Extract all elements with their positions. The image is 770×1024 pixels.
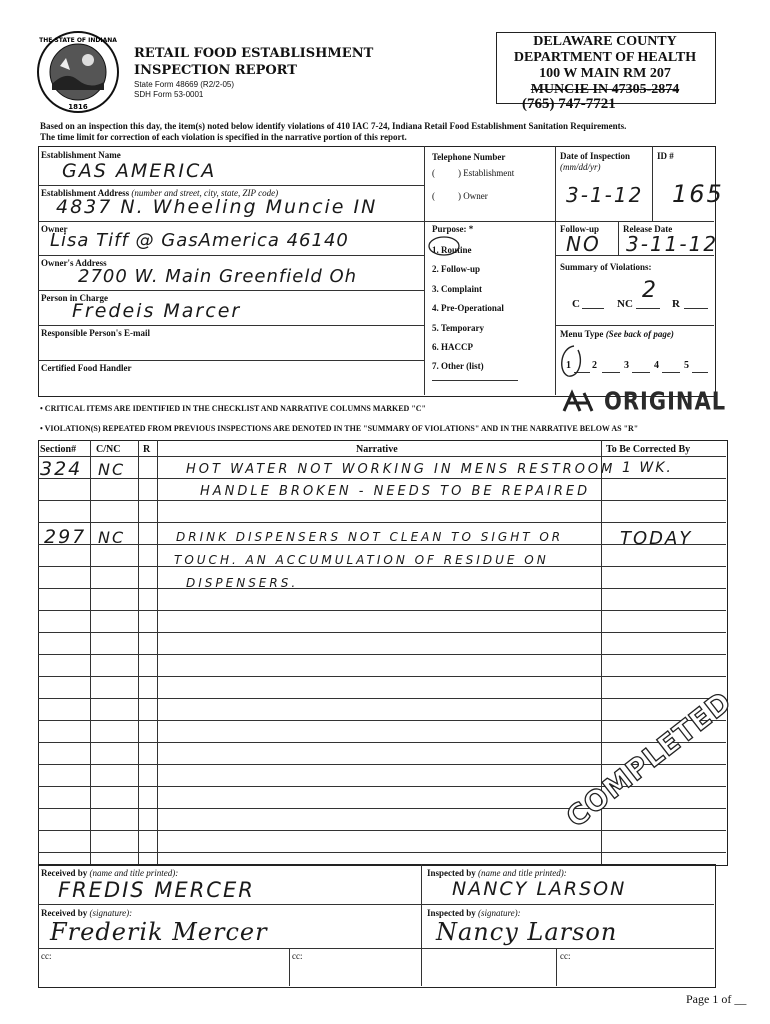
- label-received-by-name-text: Received by: [41, 868, 88, 878]
- label-owner: Owner: [41, 224, 68, 234]
- label-responsible-email: Responsible Person's E-mail: [41, 328, 151, 338]
- agency-line-3: 100 W MAIN RM 207: [539, 66, 671, 81]
- violation-2-corrected-by: TODAY: [620, 528, 693, 549]
- label-inspected-by-name-text: Inspected by: [427, 868, 476, 878]
- label-summary-of-violations: Summary of Violations:: [560, 262, 652, 272]
- table-rule: [38, 852, 726, 853]
- label-received-by-signature: [41, 908, 132, 918]
- label-inspected-by-name: [427, 868, 567, 878]
- table-rule: [38, 478, 726, 479]
- label-received-by-signature-hint: (signature):: [89, 908, 133, 918]
- table-rule: [38, 742, 726, 743]
- label-summary-c: C: [572, 298, 580, 310]
- label-cc-2: cc:: [292, 951, 303, 961]
- label-follow-up: Follow-up: [560, 224, 600, 234]
- original-stamp-mark: [560, 389, 596, 415]
- establishment-address-value: 4837 N. Wheeling Muncie IN: [56, 196, 378, 218]
- violation-2-line-1: DRINK DISPENSERS NOT CLEAN TO SIGHT OR: [176, 530, 564, 544]
- follow-up-value: NO: [566, 232, 601, 256]
- label-received-by-name: [41, 868, 178, 878]
- label-id: ID #: [657, 151, 674, 161]
- purpose-temporary: 5. Temporary: [432, 322, 485, 333]
- table-rule: [38, 610, 726, 611]
- state-form-number: State Form 48669 (R2/2-05): [134, 80, 235, 89]
- label-cc-3: cc:: [560, 951, 571, 961]
- seal-year: 1816: [68, 103, 88, 111]
- seal-top-text: THE STATE OF INDIANA: [39, 37, 117, 44]
- sdh-form-number: SDH Form 53-0001: [134, 90, 204, 99]
- agency-line-2: DEPARTMENT OF HEALTH: [513, 50, 697, 65]
- label-summary-nc: NC: [617, 298, 633, 310]
- table-rule: [38, 830, 726, 831]
- label-inspected-by-signature: [427, 908, 521, 918]
- purpose-haccp: 6. HACCP: [432, 342, 473, 353]
- page-number: Page 1 of __: [686, 992, 747, 1006]
- critical-items-note: • CRITICAL ITEMS ARE IDENTIFIED IN THE CHECKLIST AND NARRATIVE COLUMNS MARKED "C": [40, 404, 426, 413]
- form-title-line2: INSPECTION REPORT: [134, 63, 297, 78]
- violation-1-corrected-by: 1 WK.: [622, 460, 673, 476]
- label-certified-food-handler: Certified Food Handler: [41, 363, 132, 373]
- menu-type-4: 4: [654, 360, 659, 371]
- label-inspected-by-name-hint: (name and title printed):: [478, 868, 567, 878]
- nc-count-value: 2: [642, 278, 658, 303]
- label-release-date: Release Date: [623, 224, 673, 234]
- table-rule: [38, 676, 726, 677]
- label-establishment-name: Establishment Name: [41, 150, 121, 160]
- label-phone-owner: ) Owner: [458, 191, 488, 201]
- label-inspected-by-signature-hint: (signature):: [478, 908, 521, 918]
- label-menu-type-text: Menu Type: [560, 329, 604, 339]
- menu-type-selected-circle: [556, 342, 588, 380]
- repeat-violations-note: • VIOLATION(S) REPEATED FROM PREVIOUS INSPECTIONS ARE DENOTED IN THE "SUMMARY OF VIOLATIONS" AND IN THE NARRATIVE BELOW AS "R": [40, 424, 639, 433]
- owner-value: Lisa Tiff @ GasAmerica 46140: [50, 230, 349, 251]
- table-rule: [38, 522, 726, 523]
- original-stamp: [560, 385, 727, 419]
- purpose-list: [432, 241, 504, 377]
- purpose-complaint: 3. Complaint: [432, 283, 483, 294]
- agency-line-1: DELAWARE COUNTY: [533, 34, 677, 49]
- purpose-pre-operational: 4. Pre-Operational: [432, 303, 504, 314]
- state-seal-image: [36, 30, 120, 114]
- col-header-r: R: [143, 444, 151, 455]
- agency-address-block: [500, 34, 710, 98]
- agency-phone: (765) 747-7721: [522, 96, 616, 112]
- label-owners-address: Owner's Address: [41, 258, 107, 268]
- person-in-charge-value: Fredeis Marcer: [72, 300, 242, 322]
- purpose-follow-up: 2. Follow-up: [432, 264, 481, 275]
- label-date-of-inspection: Date of Inspection: [560, 151, 630, 161]
- completed-stamp: COMPLETED: [560, 684, 739, 835]
- col-header-cnc: C/NC: [96, 444, 121, 455]
- received-by-signature-value: Frederik Mercer: [50, 918, 268, 946]
- menu-type-3: 3: [624, 360, 629, 371]
- inspected-by-name-value: NANCY LARSON: [452, 878, 627, 900]
- table-rule: [38, 698, 726, 699]
- violation-2-line-2: TOUCH. AN ACCUMULATION OF RESIDUE ON: [174, 553, 549, 567]
- menu-type-5: 5: [684, 360, 689, 371]
- violation-2-section: 297: [44, 526, 87, 548]
- original-stamp-text: ORIGINAL: [604, 386, 727, 416]
- label-address-hint: (number and street, city, state, ZIP code): [131, 188, 279, 198]
- table-rule: [38, 654, 726, 655]
- agency-line-4: MUNCIE IN 47305-2874: [530, 82, 680, 97]
- col-header-narrative: Narrative: [356, 444, 398, 455]
- col-header-corrected-by: To Be Corrected By: [606, 444, 691, 455]
- violation-1-cnc: NC: [98, 460, 126, 479]
- purpose-routine: 1. Routine: [432, 245, 472, 255]
- violation-2-cnc: NC: [98, 528, 126, 547]
- violation-1-line-1: HOT WATER NOT WORKING IN MENS RESTROOM: [186, 462, 616, 477]
- label-menu-type-hint: (See back of page): [605, 329, 674, 339]
- label-summary-r: R: [672, 298, 680, 310]
- owners-address-value: 2700 W. Main Greenfield Oh: [78, 266, 358, 287]
- label-menu-type: [560, 329, 674, 339]
- label-inspected-by-signature-text: Inspected by: [427, 908, 476, 918]
- violation-2-line-3: DISPENSERS.: [186, 576, 299, 590]
- label-establishment-address-text: Establishment Address: [41, 188, 130, 198]
- table-rule: [38, 588, 726, 589]
- label-date-format: (mm/dd/yr): [560, 162, 601, 172]
- release-date-value: 3-11-12: [626, 232, 719, 256]
- table-rule: [38, 720, 726, 721]
- label-person-in-charge: Person in Charge: [41, 293, 108, 303]
- intro-line-2: The time limit for correction of each violation is specified in the narrative portion of this report.: [40, 132, 407, 142]
- label-phone-establishment: ) Establishment: [458, 168, 515, 178]
- phone-owner-paren: (: [432, 191, 435, 201]
- label-telephone-number: Telephone Number: [432, 152, 506, 162]
- table-rule: [38, 456, 726, 457]
- purpose-other: 7. Other (list): [432, 361, 484, 372]
- date-of-inspection-value: 3-1-12: [566, 183, 644, 207]
- label-cc-1: cc:: [41, 951, 52, 961]
- form-title-line1: RETAIL FOOD ESTABLISHMENT: [134, 46, 374, 61]
- narrative-table: [38, 440, 728, 866]
- label-received-by-signature-text: Received by: [41, 908, 88, 918]
- col-header-section: Section#: [40, 444, 77, 455]
- table-rule: [38, 808, 726, 809]
- intro-line-1: Based on an inspection this day, the item(s) noted below identify violations of 410 IAC 7-24, Indiana Retail Food Establishment Sanitation Requirements.: [40, 121, 627, 131]
- label-received-by-name-hint: (name and title printed):: [89, 868, 179, 878]
- violation-1-line-2: HANDLE BROKEN - NEEDS TO BE REPAIRED: [200, 484, 591, 499]
- table-rule: [38, 500, 726, 501]
- menu-type-2: 2: [592, 360, 597, 371]
- label-purpose: Purpose: *: [432, 224, 474, 234]
- violation-1-section: 324: [40, 458, 83, 480]
- establishment-name-value: GAS AMERICA: [62, 160, 217, 182]
- purpose-routine-circle: [426, 234, 466, 256]
- received-by-name-value: FREDIS MERCER: [58, 878, 255, 902]
- phone-establishment-paren: (: [432, 168, 435, 178]
- id-value: 165: [672, 180, 724, 208]
- inspected-by-signature-value: Nancy Larson: [436, 918, 618, 946]
- menu-type-1: 1: [566, 360, 571, 371]
- table-rule: [38, 632, 726, 633]
